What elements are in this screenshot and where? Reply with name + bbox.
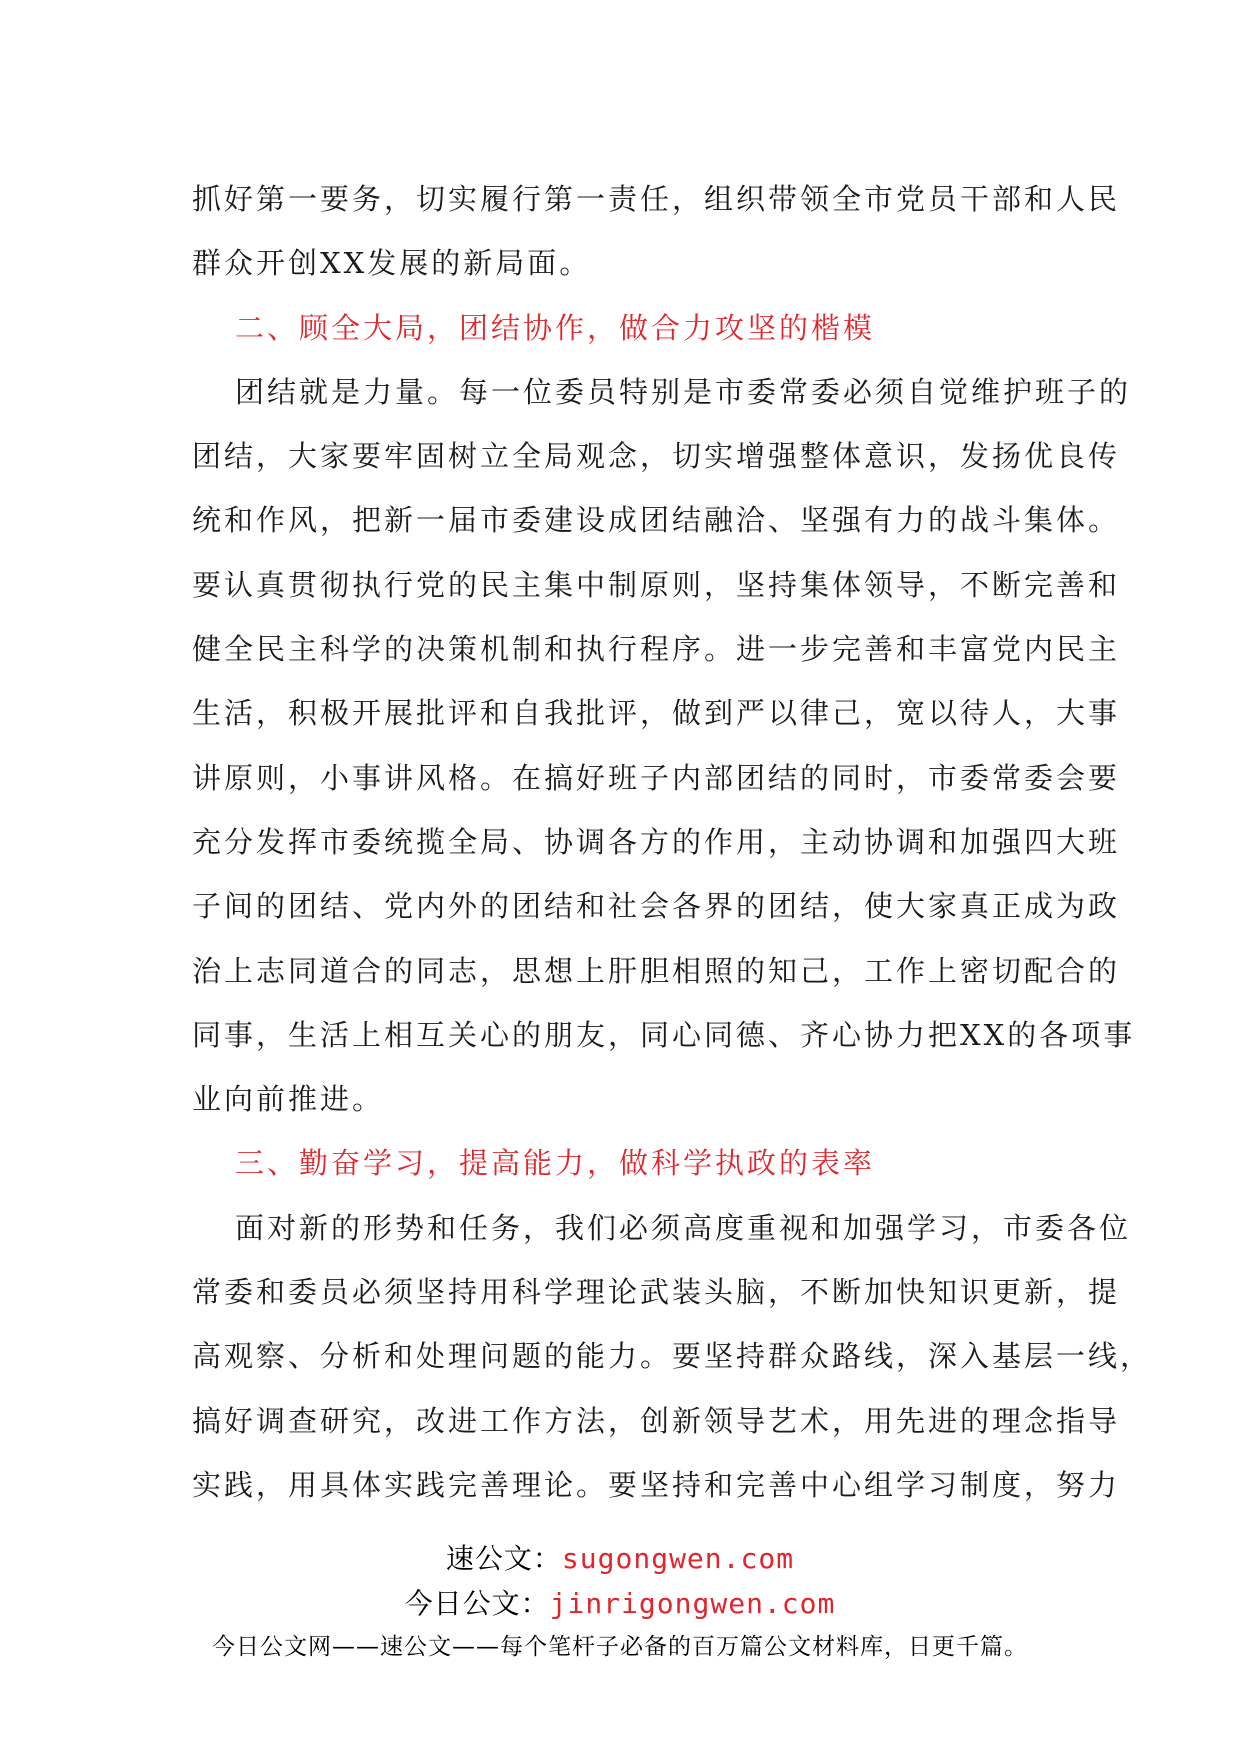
- body-line: 常委和委员必须坚持用科学理论武装头脑，不断加快知识更新，提: [192, 1275, 1121, 1310]
- footer-link-sugongwen[interactable]: sugongwen.com: [561, 1542, 795, 1575]
- footer-label: 速公文：: [445, 1542, 562, 1575]
- body-line: 抓好第一要务，切实履行第一责任，组织带领全市党员干部和人民: [192, 182, 1121, 216]
- body-line: 团结就是力量。每一位委员特别是市委常委必须自觉维护班子的: [235, 374, 1132, 409]
- footer-jinrigongwen: [0, 1582, 1240, 1622]
- section-heading: 二、顾全大局，团结协作，做合力攻坚的楷模: [235, 310, 876, 345]
- body-line: 实践，用具体实践完善理论。要坚持和完善中心组学习制度，努力: [192, 1467, 1121, 1502]
- section-heading: 三、勤奋学习，提高能力，做科学执政的表率: [235, 1146, 876, 1181]
- body-line: 讲原则，小事讲风格。在搞好班子内部团结的同时，市委常委会要: [192, 760, 1121, 795]
- footer-sugongwen: [0, 1537, 1240, 1577]
- body-line: 治上志同道合的同志，思想上肝胆相照的知己，工作上密切配合的: [192, 953, 1121, 988]
- body-line: 面对新的形势和任务，我们必须高度重视和加强学习，市委各位: [235, 1210, 1132, 1245]
- body-line: 业向前推进。: [192, 1082, 385, 1117]
- body-line: 要认真贯彻执行党的民主集中制原则，坚持集体领导，不断完善和: [192, 567, 1121, 602]
- document-body: [192, 167, 1153, 1517]
- body-line: 生活，积极开展批评和自我批评，做到严以律己，宽以待人，大事: [192, 696, 1121, 731]
- footer-link-jinrigongwen[interactable]: jinrigongwen.com: [549, 1587, 836, 1620]
- footer-label: 今日公文：: [404, 1587, 550, 1620]
- body-line: 群众开创XX发展的新局面。: [192, 246, 592, 281]
- body-line: 充分发挥市委统揽全局、协调各方的作用，主动协调和加强四大班: [192, 824, 1121, 859]
- body-line: 高观察、分析和处理问题的能力。要坚持群众路线，深入基层一线，: [192, 1339, 1153, 1374]
- body-line: 团结，大家要牢固树立全局观念，切实增强整体意识，发扬优良传: [192, 439, 1121, 474]
- body-line: 同事，生活上相互关心的朋友，同心同德、齐心协力把XX的各项事: [192, 1017, 1136, 1052]
- body-line: 统和作风，把新一届市委建设成团结融洽、坚强有力的战斗集体。: [192, 503, 1121, 538]
- body-line: 子间的团结、党内外的团结和社会各界的团结，使大家真正成为政: [192, 889, 1121, 924]
- body-line: 健全民主科学的决策机制和执行程序。进一步完善和丰富党内民主: [192, 632, 1121, 667]
- footer-tagline: 今日公文网——速公文——每个笔杆子必备的百万篇公文材料库，日更千篇。: [212, 1634, 1028, 1660]
- body-line: 搞好调查研究，改进工作方法，创新领导艺术，用先进的理念指导: [192, 1403, 1121, 1438]
